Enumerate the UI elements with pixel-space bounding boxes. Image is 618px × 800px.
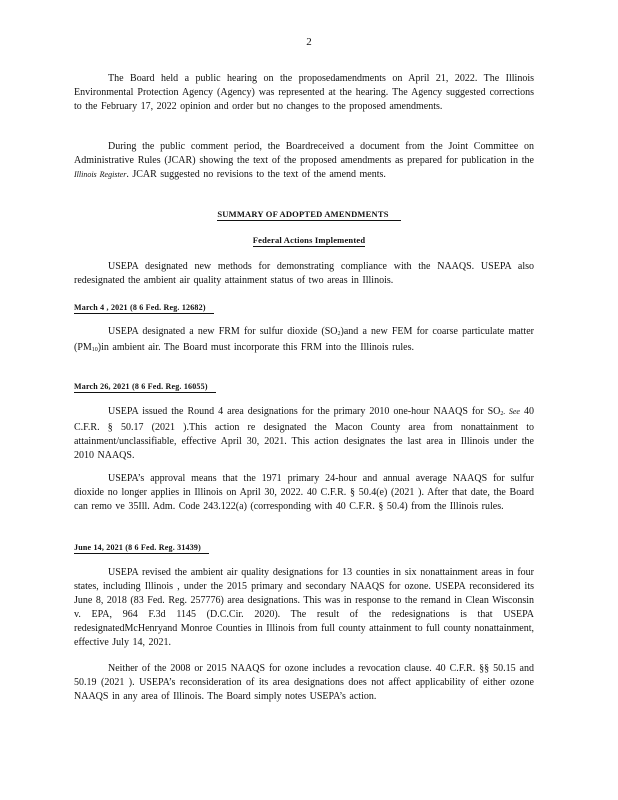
citation-june-14: June 14, 2021 (8 6 Fed. Reg. 31439): [74, 543, 209, 554]
paragraph-text: . JCAR suggested no revisions to the text of the amend ments.: [126, 169, 386, 180]
page-number: 2: [306, 36, 312, 48]
paragraph-text: During the public comment period, the Boardreceived a document from the Joint Committee on Administrative Rules (JCAR) showing the text of the proposed amendments as prepared for publication in the: [74, 141, 534, 166]
federal-actions-heading: Federal Actions Implemented: [252, 235, 366, 245]
paragraph-usepa-approval: USEPA’s approval means that the 1971 primary 24-hour and annual average NAAQS for sulfur dioxide no longer applies in Illinois on April 30, 2022. 40 C.F.R. § 50.4(e) (2021 ). After that date, the Board can remo ve 35Ill. Adm. Code 243.122(a) (corresponding with 40 C.F.R. § 50.4) from the Illinois rules.: [74, 473, 534, 512]
citation-march-4: March 4 , 2021 (8 6 Fed. Reg. 12682): [74, 303, 214, 314]
paragraph-public-comment: [74, 140, 534, 182]
paragraph-hearing: The Board held a public hearing on the proposedamendments on April 21, 2022. The Illinois Environmental Protection Agency (Agency) was represented at the hearing. The Agency suggested corrections to the February 17, 2022 opinion and order but no changes to the proposed amendments.: [74, 73, 534, 112]
paragraph-usepa-designated: USEPA designated new methods for demonstrating compliance with the NAAQS. USEPA also redesignated the ambient air quality attainment status of two areas in Illinois.: [74, 261, 534, 286]
illinois-register-title: Illinois Register: [74, 170, 127, 179]
summary-heading: SUMMARY OF ADOPTED AMENDMENTS: [0, 209, 618, 221]
paragraph-frm-fem: USEPA designated a new FRM for sulfur dioxide $(SO_2)and$ a new FEM for coarse particulate matter $(PM_{10})in$ ambient air. The Board must incorporate this FRM into the Illinois rules.: [74, 326, 534, 353]
paragraph-revocation: Neither of the 2008 or 2015 NAAQS for ozone includes a revocation clause. 40 C.F.R. §§ 50.15 and 50.19 (2021 ). USEPA’s reconsideration of its area designations does not affect applicability of either ozone NAAQS in any area of Illinois. The Board simply notes USEPA’s action.: [74, 663, 534, 702]
paragraph-round-4: USEPA issued the Round 4 area designations for the primary 2010 one-hour NAAQS for $SO_2$. See 40 C.F.R. § 50.17 (2021 ).This action re designated the Macon County area from nonattainment to attainment/unclassifiable, effective April 30, 2021. This action designates the last area in Illinois under the 2010 NAAQS.: [74, 406, 534, 461]
paragraph-ozone-redesignation: USEPA revised the ambient air quality designations for 13 counties in six nonattainment areas in four states, including Illinois , under the 2015 primary and secondary NAAQS for ozone. USEPA reconsidered its June 8, 2018 (83 Fed. Reg. 257776) area designations. This was in response to the remand in Clean Wisconsin v. EPA, 964 F.3d 1145 (D.C.Cir. 2020). The result of the redesignations is that USEPA redesignatedMcHenryand Monroe Counties in Illinois from full county attainment to full county nonattainment, effective July 14, 2021.: [74, 567, 534, 648]
citation-march-26: March 26, 2021 (8 6 Fed. Reg. 16055): [74, 382, 216, 393]
